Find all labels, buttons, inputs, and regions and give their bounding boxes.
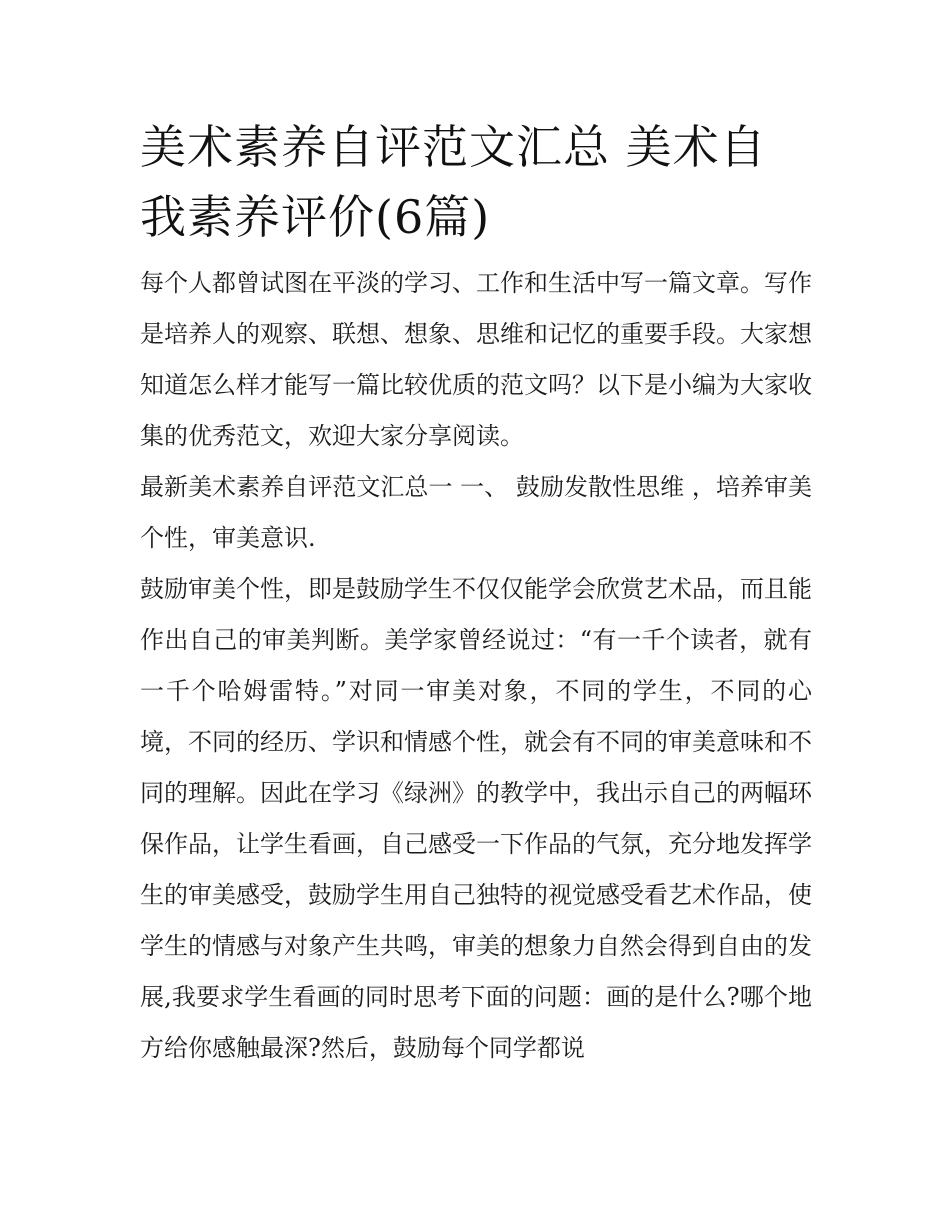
document-page — [140, 112, 812, 1074]
body-paragraph: 鼓励审美个性，即是鼓励学生不仅仅能学会欣赏艺术品，而且能作出自己的审美判断。美学家曾经说过：“有一千个读者，就有一千个哈姆雷特。”对同一审美对象，不同的学生，不同的心境，不同的经历、学识和情感个性，就会有不同的审美意味和不同的理解。因此在学习《绿洲》的教学中，我出示自己的两幅环保作品，让学生看画，自己感受一下作品的气氛，充分地发挥学生的审美感受，鼓励学生用自己独特的视觉感受看艺术作品，使学生的情感与对象产生共鸣，审美的想象力自然会得到自由的发展,我要求学生看画的同时思考下面的问题：画的是什么?哪个地方给你感触最深?然后，鼓励每个同学都说 — [140, 575, 812, 1062]
section-heading-paragraph: 最新美术素养自评范文汇总一 一、 鼓励发散性思维 ，培养审美个性，审美意识. — [140, 473, 812, 552]
intro-paragraph: 每个人都曾试图在平淡的学习、工作和生活中写一篇文章。写作是培养人的观察、联想、想象、思维和记忆的重要手段。大家想知道怎么样才能写一篇比较优质的范文吗？以下是小编为大家收集的优秀范文，欢迎大家分享阅读。 — [140, 269, 812, 450]
document-title: 美术素养自评范文汇总 美术自我素养评价(6篇) — [140, 120, 767, 244]
